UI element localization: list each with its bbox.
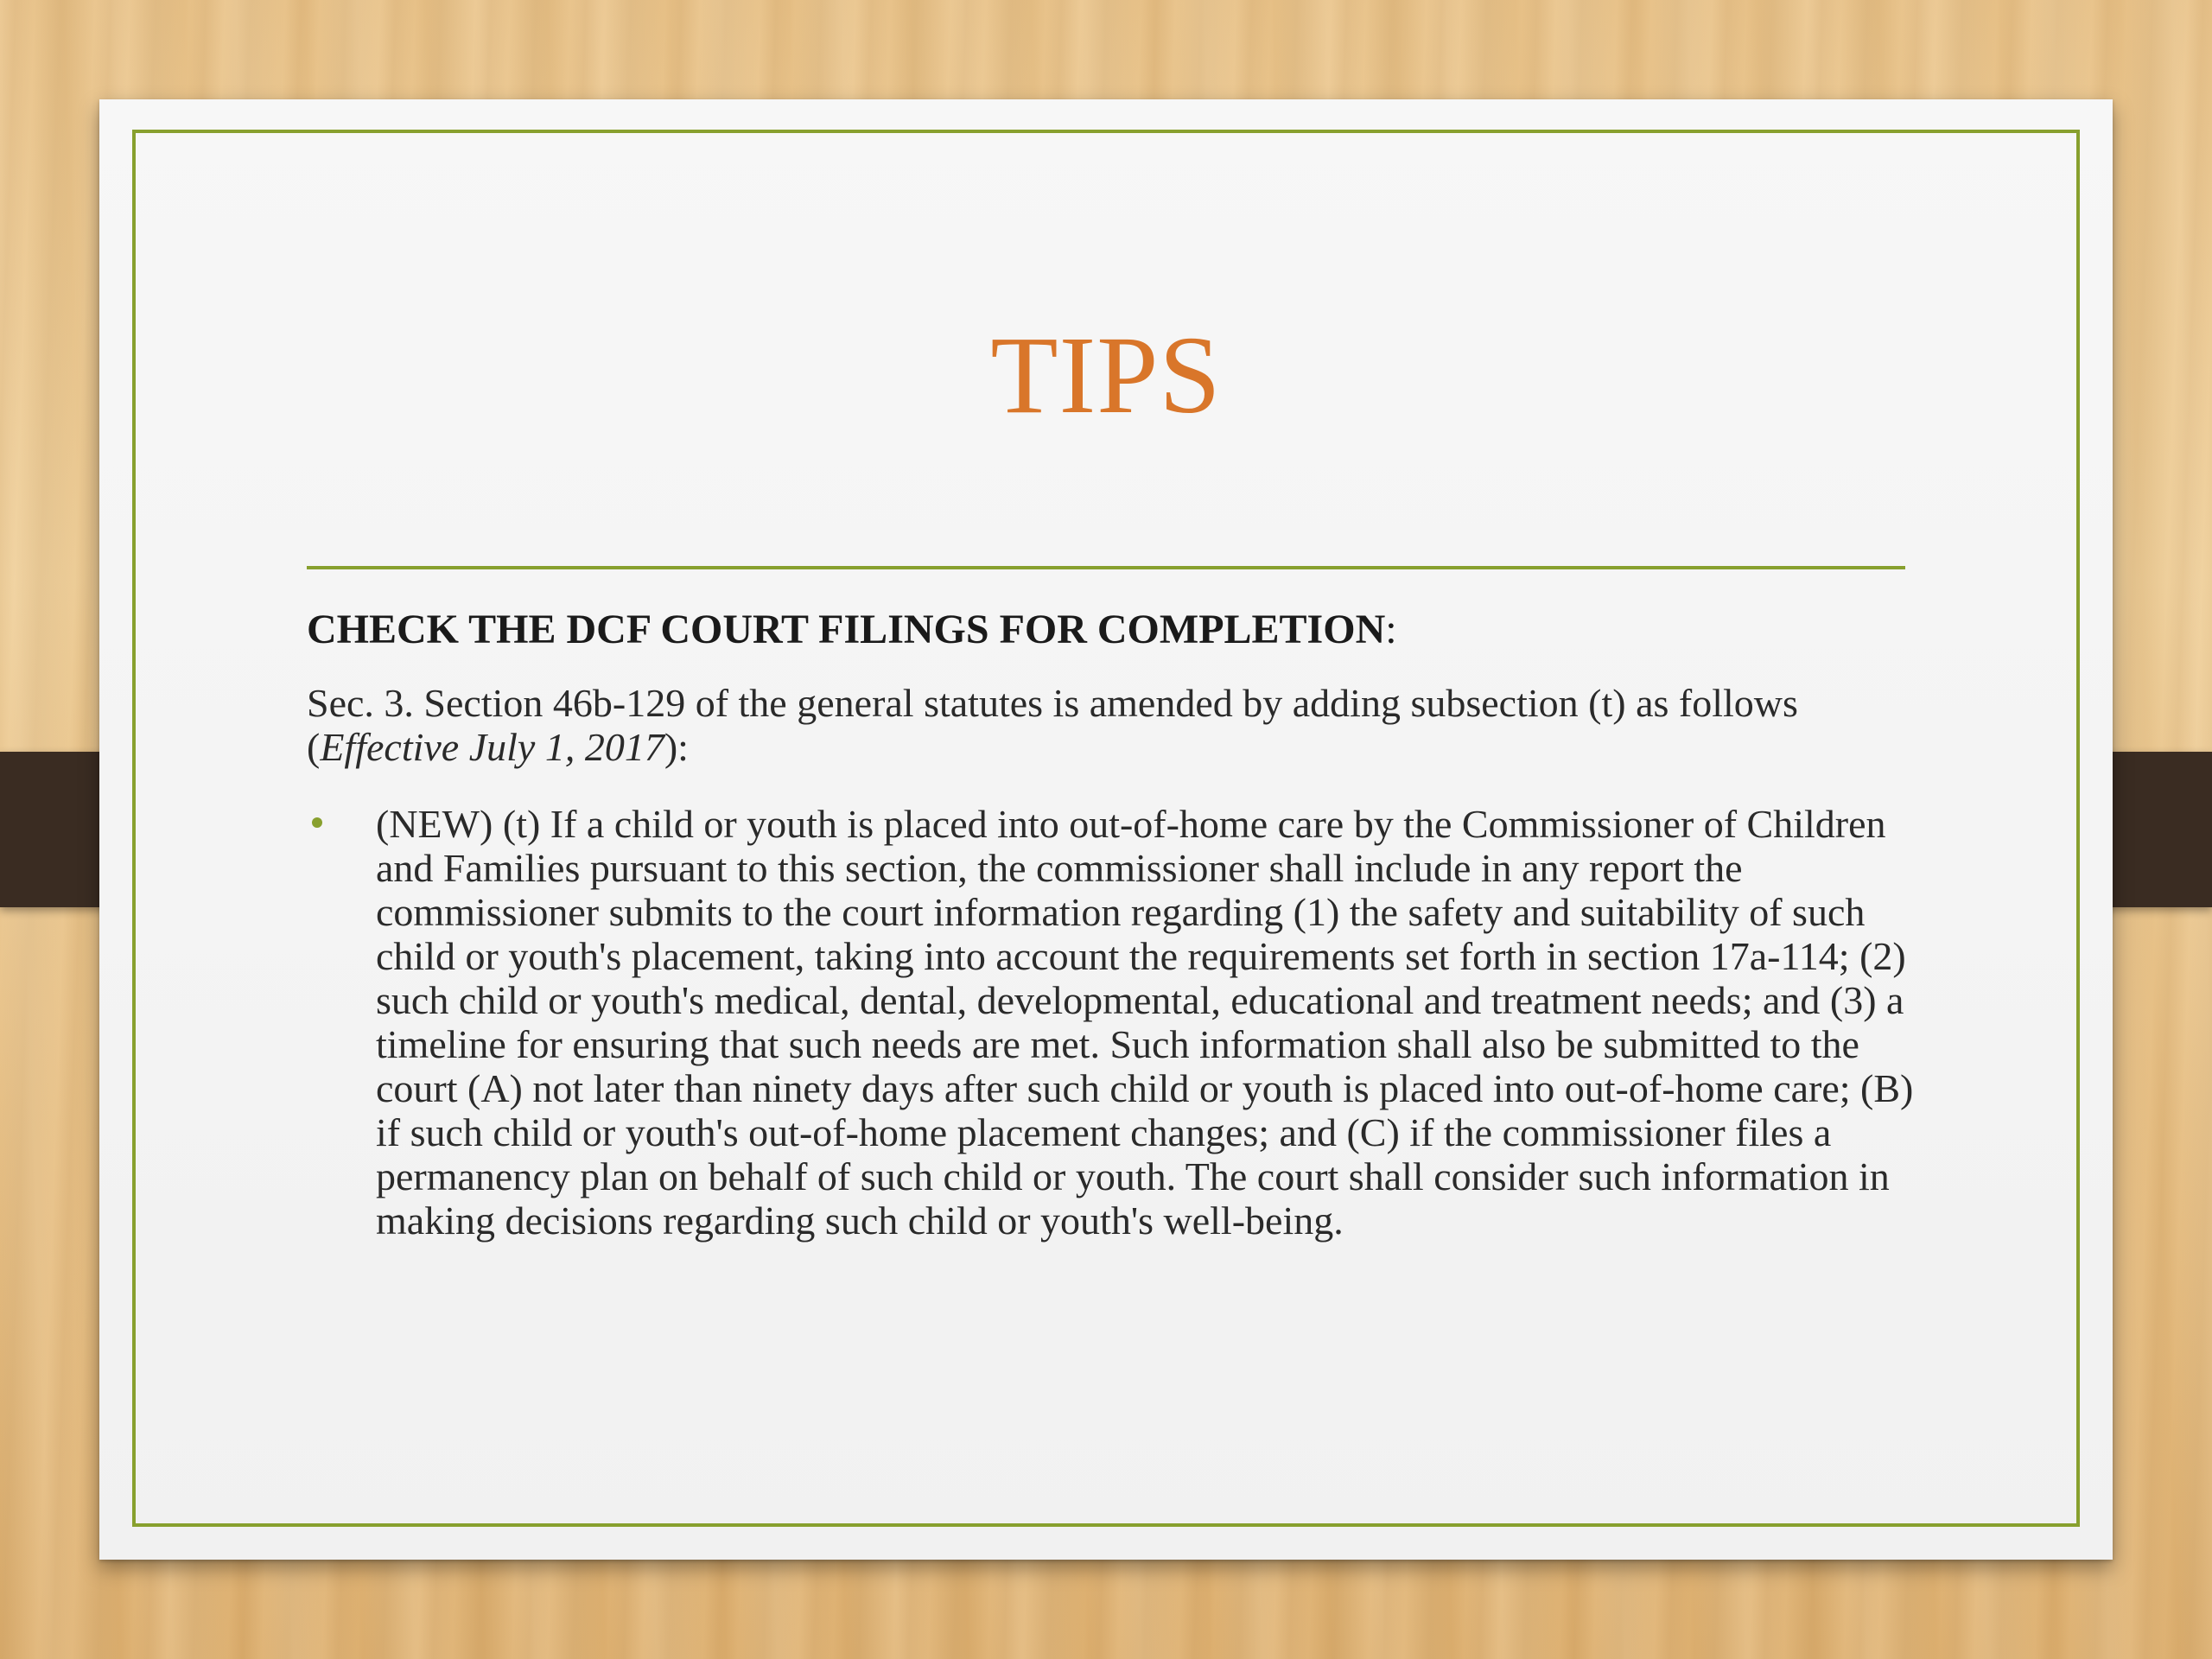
title-divider <box>307 566 1905 569</box>
list-item <box>307 802 1931 1243</box>
bullet-icon <box>312 817 322 828</box>
intro-text-end: ): <box>664 724 689 769</box>
slide-content <box>307 605 1931 1243</box>
section-heading-colon: : <box>1385 607 1397 652</box>
section-heading <box>307 605 1931 655</box>
bullet-list <box>307 802 1931 1243</box>
intro-paragraph <box>307 681 1931 769</box>
slide-paper <box>99 99 2113 1560</box>
bullet-text: (NEW) (t) If a child or youth is placed into out-of-home care by the Commissioner of Children and Families pursuant to this section, the commissioner shall include in any report the commissioner submits to the court information regarding (1) the safety and suitability of such child or youth's placement, taking into account the requirements set forth in section 17a-114; (2) such child or youth's medical, dental, developmental, educational and treatment needs; and (3) a timeline for ensuring that such needs are met. Such information shall also be submitted to the court (A) not later than ninety days after such child or youth is placed into out-of-home care; (B) if such child or youth's out-of-home placement changes; and (C) if the commissioner files a permanency plan on behalf of such child or youth. The court shall consider such information in making decisions regarding such child or youth's well-being. <box>376 801 1914 1243</box>
slide-title: TIPS <box>990 314 1222 436</box>
intro-text: Sec. 3. Section 46b-129 of the general statutes is amended by adding subsection (t) as follows ( <box>307 680 1798 769</box>
section-heading-text: CHECK THE DCF COURT FILINGS FOR COMPLETION <box>307 607 1386 652</box>
effective-date: Effective July 1, 2017 <box>320 724 664 769</box>
